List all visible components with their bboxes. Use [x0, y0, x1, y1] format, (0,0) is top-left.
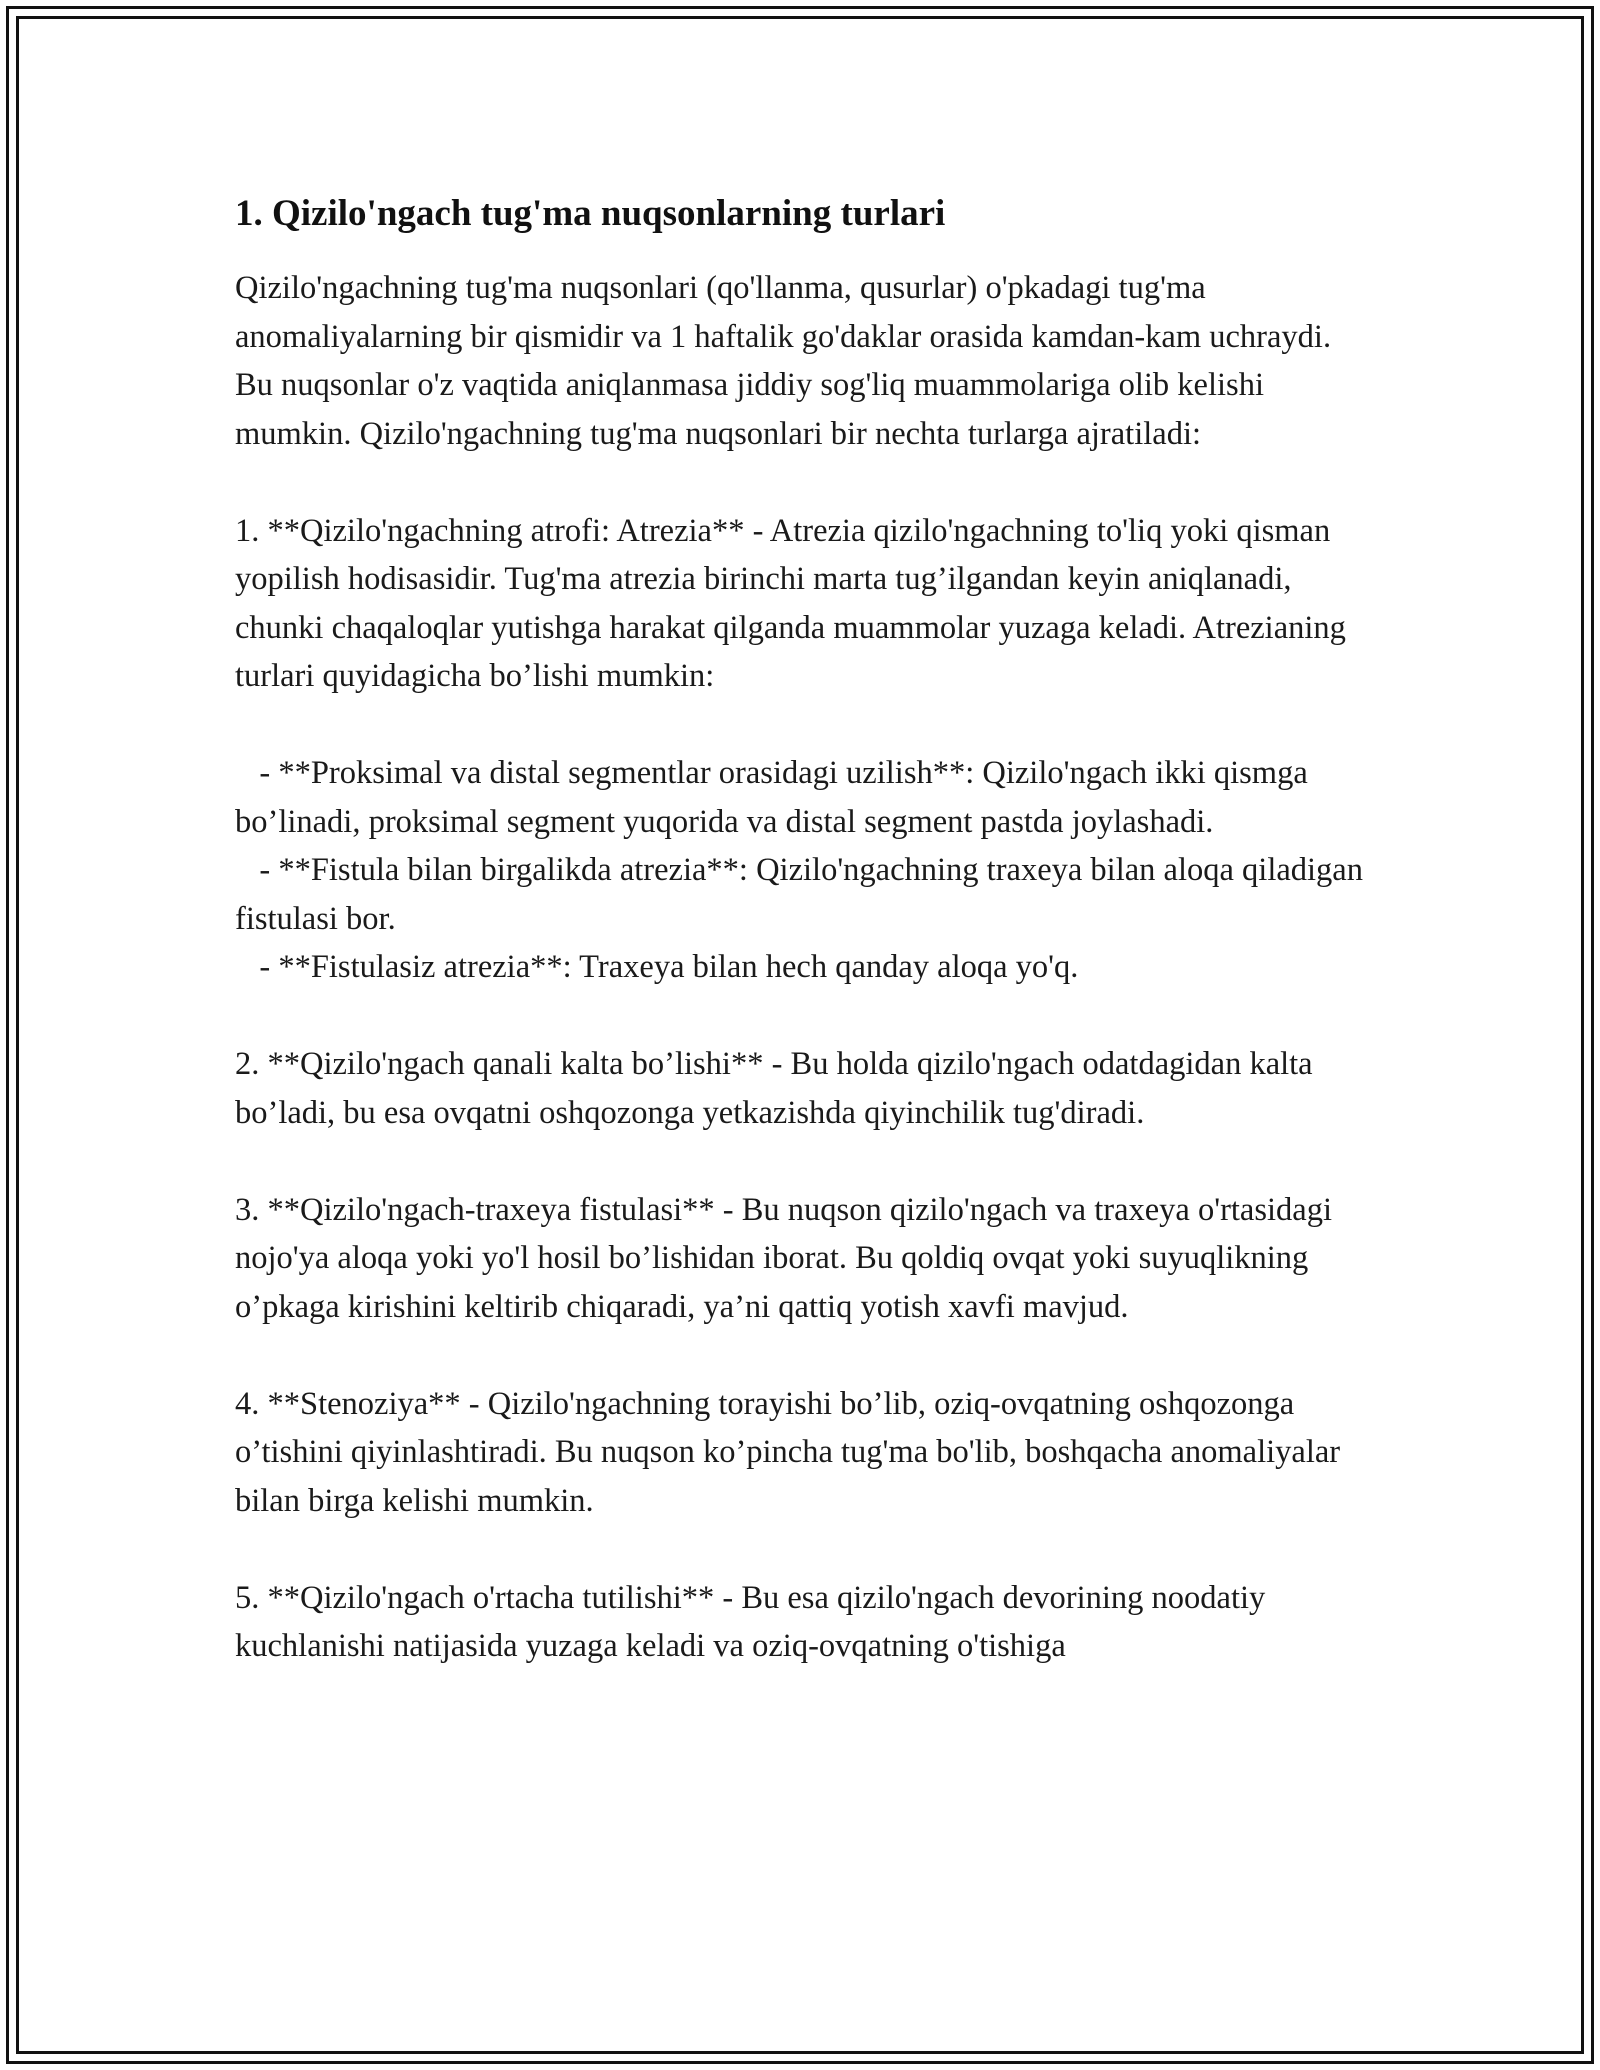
paragraph-gap [235, 458, 1375, 507]
sub-item-uzilish: - **Proksimal va distal segmentlar orasidagi uzilish**: Qizilo'ngach ikki qismga bo’linadi, proksimal segment yuqorida va distal segment pastda joylashadi. [235, 755, 1316, 840]
paragraph-gap [235, 1331, 1375, 1380]
intro-paragraph: Qizilo'ngachning tug'ma nuqsonlari (qo'llanma, qusurlar) o'pkadagi tug'ma anomaliyalarning bir qismidir va 1 haftalik go'daklar orasida kamdan-kam uchraydi. Bu nuqsonlar o'z vaqtida aniqlanmasa jiddiy sog'liq muammolariga olib kelishi mumkin. Qizilo'ngachning tug'ma nuqsonlari bir nechta turlarga ajratiladi: [235, 270, 1340, 452]
list-item-traxeya-fistulasi: 3. **Qizilo'ngach-traxeya fistulasi** - Bu nuqson qizilo'ngach va traxeya o'rtasidagi nojo'ya aloqa yoki yo'l hosil bo’lishidan iborat. Bu qoldiq ovqat yoki suyuqlikning o’pkaga kirishini keltirib chiqaradi, ya’ni qattiq yotish xavfi mavjud. [235, 1191, 1341, 1325]
list-item-kalta: 2. **Qizilo'ngach qanali kalta bo’lishi** - Bu holda qizilo'ngach odatdagidan kalta bo’ladi, bu esa ovqatni oshqozonga yetkazishda qiyinchilik tug'diradi. [235, 1046, 1321, 1131]
list-item-stenoziya: 4. **Stenoziya** - Qizilo'ngachning torayishi bo’lib, oziq-ovqatning oshqozonga o’tishini qiyinlashtiradi. Bu nuqson ko’pincha tug'ma bo'lib, boshqacha anomaliyalar bilan birga kelishi mumkin. [235, 1385, 1349, 1519]
list-item-tutilishi: 5. **Qizilo'ngach o'rtacha tutilishi** - Bu esa qizilo'ngach devorining noodatiy kuchlanishi natijasida yuzaga keladi va oziq-ovqatning o'tishiga [235, 1579, 1274, 1664]
document-body [235, 180, 1375, 1671]
sub-item-fistulasiz: - **Fistulasiz atrezia**: Traxeya bilan hech qanday aloqa yo'q. [235, 949, 1079, 985]
paragraph-gap [235, 992, 1375, 1041]
list-item-atrezia: 1. **Qizilo'ngachning atrofi: Atrezia** - Atrezia qizilo'ngachning to'liq yoki qisman yopilish hodisasidir. Tug'ma atrezia birinchi marta tug’ilgandan keyin aniqlanadi, chunki chaqaloqlar yutishga harakat qilganda muammolar yuzaga keladi. Atrezianing turlari quyidagicha bo’lishi mumkin: [235, 512, 1355, 694]
paragraph-gap [235, 1137, 1375, 1186]
paragraph-gap [235, 1525, 1375, 1574]
sub-item-fistula: - **Fistula bilan birgalikda atrezia**: Qizilo'ngachning traxeya bilan aloqa qiladigan fistulasi bor. [235, 852, 1372, 937]
section-heading: 1. Qizilo'ngach tug'ma nuqsonlarning turlari [235, 193, 946, 234]
paragraph-gap [235, 701, 1375, 750]
